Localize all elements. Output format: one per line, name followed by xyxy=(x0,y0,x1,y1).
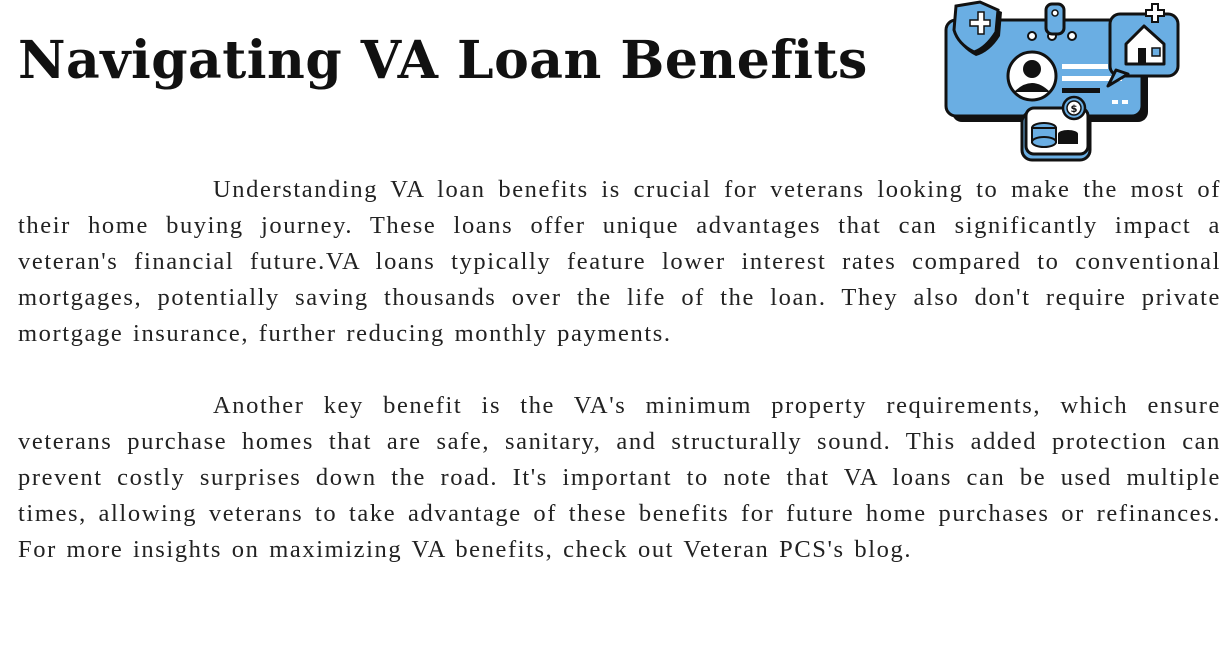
article-paragraph: Another key benefit is the VA's minimum property requirements, which ensure veterans purchase homes that are safe, sanitary, and structurally sound. This added protection can prevent costly surprises down the road. It's important to note that VA loans can be used multiple times, allowing veterans to take advantage of these benefits for future home purchases or refinances. For more insights on maximizing VA benefits, check out Veteran PCS's blog. xyxy=(18,392,1221,563)
va-loan-benefits-illustration-icon xyxy=(940,0,1190,165)
svg-text:$: $ xyxy=(1070,104,1078,115)
article-paragraph: Understanding VA loan benefits is crucial for veterans looking to make the most of their home buying journey. These loans offer unique advantages that can significantly impact a veteran's financial future.VA loans typically feature lower interest rates compared to conventional mortgages, potentially saving thousands over the life of the loan. They also don't require private mortgage insurance, further reducing monthly payments. xyxy=(18,176,1221,347)
page-title: Navigating VA Loan Benefits xyxy=(18,30,868,91)
article-body xyxy=(18,172,1221,568)
